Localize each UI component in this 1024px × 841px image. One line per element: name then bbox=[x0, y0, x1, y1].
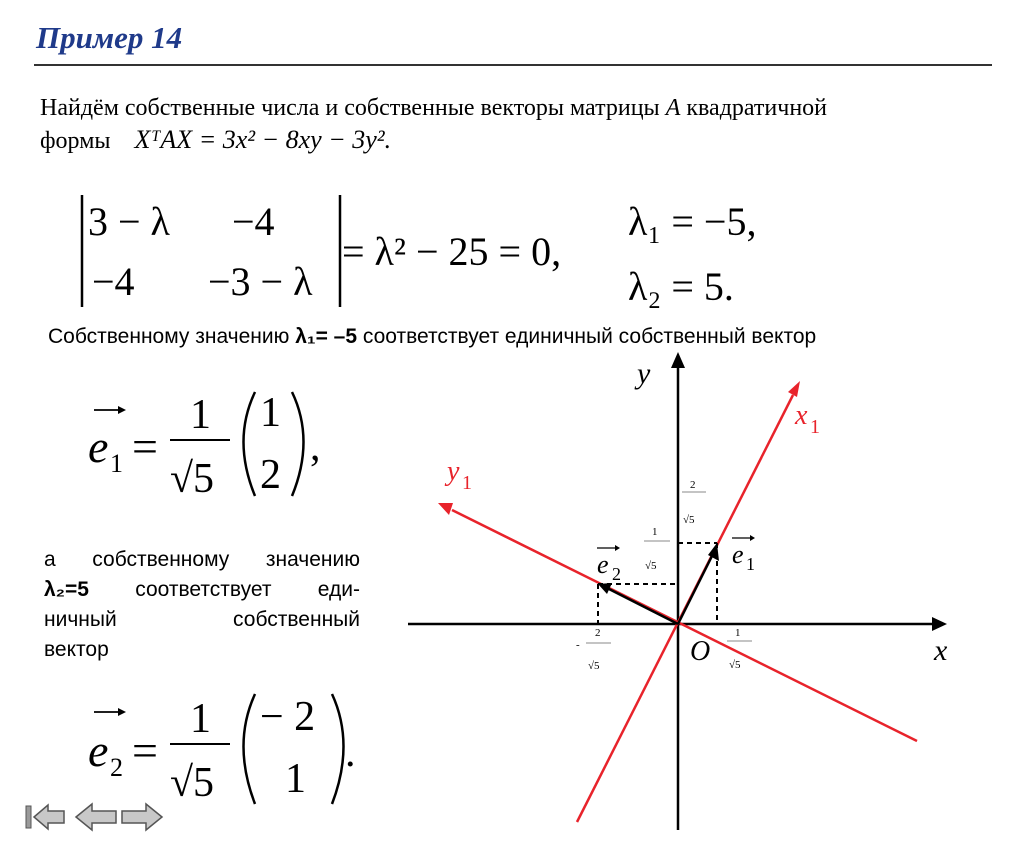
tick-y-high-den: √5 bbox=[683, 514, 695, 526]
first-page-icon[interactable] bbox=[26, 805, 64, 829]
x1-sub: 1 bbox=[810, 416, 820, 438]
e1-end: , bbox=[310, 424, 321, 470]
e1-v1: 1 bbox=[260, 390, 281, 436]
e1-name: e bbox=[88, 421, 109, 472]
tick-y-low-den: √5 bbox=[645, 560, 657, 572]
det-rhs: = λ² − 25 = 0, bbox=[342, 229, 562, 274]
svg-text:=: = bbox=[132, 421, 158, 472]
det-a12: −4 bbox=[232, 199, 275, 244]
nav-bar bbox=[24, 800, 204, 836]
e2-den: √5 bbox=[170, 760, 215, 806]
tick-x-neg-num: 2 bbox=[595, 627, 601, 639]
lambda2-bold: λ₂=5 bbox=[44, 578, 89, 601]
e2-end: . bbox=[345, 730, 356, 776]
e1-graph-sub: 1 bbox=[746, 554, 755, 574]
e2-name: e bbox=[88, 725, 109, 776]
e1-v2: 2 bbox=[260, 452, 281, 498]
eigenvalue-2: λ₂ = 5. bbox=[628, 264, 734, 309]
e1-den: √5 bbox=[170, 456, 215, 502]
x-axis-arrow bbox=[932, 617, 947, 631]
slide-title: Пример 14 bbox=[36, 20, 183, 55]
e2-v1: − 2 bbox=[260, 694, 316, 740]
y-axis-arrow bbox=[671, 352, 685, 368]
det-a11: 3 − λ bbox=[88, 199, 170, 244]
intro-text: Найдём собственные числа и собственные векторы матрицы bbox=[40, 95, 660, 121]
text2-line4: вектор bbox=[44, 638, 109, 661]
y1-axis-arrow bbox=[438, 503, 453, 515]
tick-x-pos-den: √5 bbox=[729, 659, 741, 671]
origin-label: O bbox=[690, 636, 711, 667]
tick-y-high-num: 2 bbox=[690, 479, 696, 491]
text2-line1: а собственному значению bbox=[44, 548, 360, 571]
text2-line2-rest: соответствует еди- bbox=[135, 578, 360, 601]
tick-x-neg-den: √5 bbox=[588, 660, 600, 672]
e1-vector bbox=[678, 552, 714, 624]
det-a22: −3 − λ bbox=[208, 259, 313, 304]
e2-v2: 1 bbox=[285, 756, 306, 802]
y1-label: y bbox=[447, 456, 460, 487]
x-axis-label: x bbox=[934, 634, 948, 667]
e2-sub: 2 bbox=[110, 753, 123, 782]
lambda1-bold: λ₁= –5 bbox=[295, 325, 358, 348]
svg-text:=: = bbox=[132, 725, 158, 776]
e2-vector bbox=[607, 588, 678, 624]
intro-text-end: квадратичной bbox=[686, 95, 828, 121]
e1-graph-label: e bbox=[732, 540, 744, 569]
e2-graph-label: e bbox=[597, 550, 609, 579]
det-a21: −4 bbox=[92, 259, 135, 304]
y1-axis-line bbox=[452, 510, 917, 741]
y1-sub: 1 bbox=[462, 472, 472, 494]
matrix-letter: A bbox=[665, 95, 681, 121]
text2-line3: ничный собственный bbox=[44, 608, 360, 631]
e2-num: 1 bbox=[190, 696, 211, 742]
e1-num: 1 bbox=[190, 392, 211, 438]
eigenvalue-1: λ₁ = −5, bbox=[628, 199, 757, 244]
x1-axis-arrow bbox=[788, 381, 800, 397]
next-icon[interactable] bbox=[122, 804, 162, 830]
sentence-part: соответствует единичный собственный вектор bbox=[357, 325, 817, 348]
tick-x-pos-num: 1 bbox=[735, 627, 741, 639]
sentence-part: Собственному значению bbox=[48, 325, 296, 348]
y-axis-label: y bbox=[637, 357, 651, 390]
e1-sub: 1 bbox=[110, 449, 123, 478]
intro-form-word: формы bbox=[40, 128, 111, 154]
quadratic-form: XᵀAX = 3x² − 8xy − 3y². bbox=[134, 125, 392, 154]
tick-y-low-num: 1 bbox=[652, 526, 658, 538]
tick-x-neg-sign: - bbox=[576, 639, 580, 651]
e2-graph-sub: 2 bbox=[612, 564, 621, 584]
x1-label: x bbox=[795, 400, 808, 431]
prev-icon[interactable] bbox=[76, 804, 116, 830]
